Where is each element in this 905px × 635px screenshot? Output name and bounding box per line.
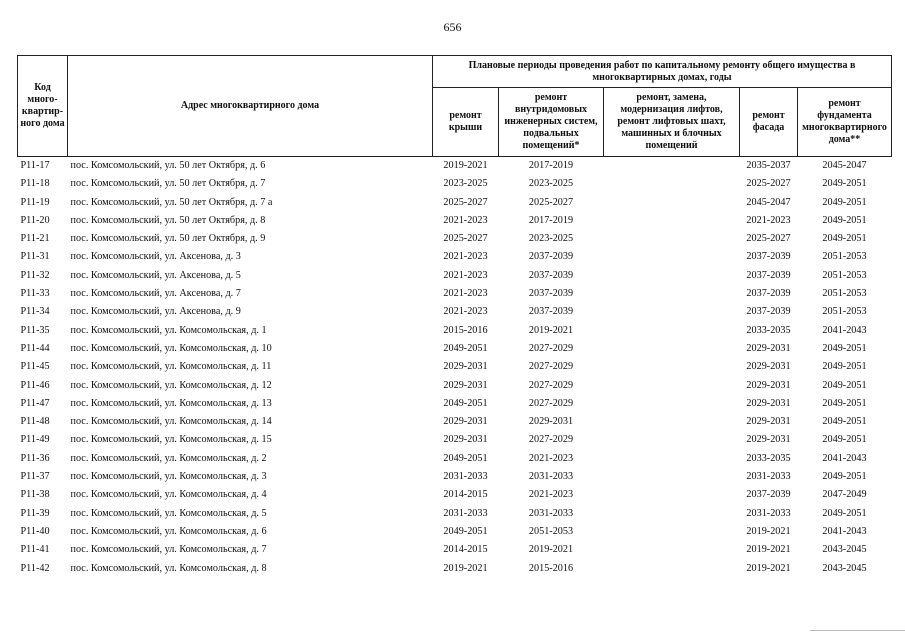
cell-code: P11-38 [20,489,50,501]
cell-roof: 2021-2023 [443,288,488,300]
cell-code: P11-17 [18,157,68,176]
cell-systems: 2027-2029 [528,361,574,373]
cell-foundation: 2049-2051 [822,214,867,226]
cell-systems: 2019-2021 [528,544,574,556]
cell-foundation: 2049-2051 [822,471,867,483]
header-periods-group: Плановые периоды проведения работ по капитальному ремонту общего имущества в многоквартирных домах, годы [433,56,892,88]
cell-lifts [604,194,740,212]
cell-systems: 2037-2039 [528,269,574,281]
cell-code: P11-32 [20,269,50,281]
table-row [18,194,892,212]
header-roof: ремонт крыши [433,88,499,157]
cell-lifts [604,248,740,266]
cell-lifts [604,413,740,431]
cell-systems: 2027-2029 [528,342,574,354]
header-facade: ремонт фасада [740,88,798,157]
cell-lifts [604,395,740,413]
cell-lifts [604,358,740,376]
cell-foundation: 2049-2051 [822,233,867,245]
cell-address: пос. Комсомольский, ул. Комсомольская, д. 4 [70,489,267,501]
header-lifts: ремонт, замена, модернизация лифтов, ремонт лифтовых шахт, машинных и блочных помещений [604,88,740,157]
cell-address: пос. Комсомольский, ул. Аксенова, д. 5 [70,269,241,281]
cell-code: P11-35 [20,324,50,336]
cell-foundation: 2043-2045 [822,544,867,556]
cell-code: P11-44 [20,342,50,354]
cell-foundation: 2049-2051 [822,434,867,446]
table-row [18,560,892,578]
cell-foundation: 2051-2053 [822,306,867,318]
cell-code: P11-46 [20,379,50,391]
cell-systems: 2037-2039 [528,251,574,263]
scan-edge-line [810,630,905,631]
cell-lifts [604,303,740,321]
table-row [18,450,892,468]
cell-facade: 2021-2023 [746,214,791,226]
cell-foundation: 2041-2043 [822,525,867,537]
cell-code: P11-42 [20,562,50,574]
cell-address: пос. Комсомольский, ул. Комсомольская, д. 3 [70,471,267,483]
cell-lifts [604,212,740,230]
cell-systems: 2027-2029 [528,379,574,391]
cell-roof: 2023-2025 [443,178,488,190]
table-row [18,285,892,303]
cell-roof: 2029-2031 [443,361,488,373]
table-row [18,230,892,248]
cell-roof: 2021-2023 [443,269,488,281]
table-row [18,340,892,358]
cell-facade: 2037-2039 [746,306,791,318]
cell-code: P11-41 [20,544,50,556]
cell-roof: 2019-2021 [443,562,488,574]
cell-roof: 2021-2023 [443,214,488,226]
page-number: 656 [443,20,462,34]
cell-facade: 2025-2027 [746,178,791,190]
cell-systems: 2023-2025 [528,233,574,245]
cell-address: пос. Комсомольский, ул. Комсомольская, д. 5 [70,507,267,519]
cell-lifts [604,340,740,358]
cell-lifts [604,523,740,541]
cell-address: пос. Комсомольский, ул. Комсомольская, д. 8 [70,562,267,574]
cell-facade: 2037-2039 [746,489,791,501]
cell-code: P11-36 [20,452,50,464]
cell-address: пос. Комсомольский, ул. Аксенова, д. 9 [70,306,241,318]
cell-systems: 2015-2016 [528,562,574,574]
cell-facade: 2035-2037 [740,157,798,176]
table-row [18,157,892,176]
cell-foundation: 2049-2051 [822,397,867,409]
cell-systems: 2027-2029 [528,397,574,409]
cell-roof: 2014-2015 [443,489,488,501]
cell-lifts [604,322,740,340]
cell-lifts [604,486,740,504]
cell-code: P11-33 [20,288,50,300]
table-row [18,523,892,541]
cell-roof: 2031-2033 [443,507,488,519]
cell-systems: 2025-2027 [528,196,574,208]
cell-lifts [604,285,740,303]
cell-lifts [604,157,740,176]
header-address: Адрес многоквартирного дома [68,56,433,157]
cell-roof: 2049-2051 [443,452,488,464]
table-row [18,267,892,285]
cell-systems: 2021-2023 [528,489,574,501]
table-header [18,56,892,157]
cell-address: пос. Комсомольский, ул. Комсомольская, д. 6 [70,525,267,537]
cell-foundation: 2041-2043 [822,452,867,464]
cell-facade: 2045-2047 [746,196,791,208]
table-row [18,413,892,431]
cell-systems: 2021-2023 [528,452,574,464]
cell-facade: 2031-2033 [746,471,791,483]
table-row [18,505,892,523]
cell-address: пос. Комсомольский, ул. Комсомольская, д. 10 [70,342,272,354]
cell-address: пос. Комсомольский, ул. 50 лет Октября, д. 8 [70,214,266,226]
cell-foundation: 2047-2049 [822,489,867,501]
cell-foundation: 2049-2051 [822,178,867,190]
header-systems: ремонт внутридомовых инженерных систем, подвальных помещений* [499,88,604,157]
cell-code: P11-37 [20,471,50,483]
cell-code: P11-45 [20,361,50,373]
header-foundation: ремонт фундамента многоквартирного дома** [798,88,892,157]
table-row [18,541,892,559]
cell-systems: 2031-2033 [528,471,574,483]
cell-roof: 2029-2031 [443,416,488,428]
table-row [18,322,892,340]
cell-address: пос. Комсомольский, ул. Комсомольская, д. 7 [70,544,267,556]
cell-roof: 2025-2027 [443,196,488,208]
cell-address: пос. Комсомольский, ул. Комсомольская, д. 13 [70,397,272,409]
cell-code: P11-19 [20,196,50,208]
cell-address: пос. Комсомольский, ул. Комсомольская, д. 14 [70,416,272,428]
cell-foundation: 2041-2043 [822,324,867,336]
cell-lifts [604,450,740,468]
cell-code: P11-21 [20,233,50,245]
cell-lifts [604,431,740,449]
table-row [18,468,892,486]
cell-lifts [604,468,740,486]
cell-facade: 2029-2031 [746,379,791,391]
table-row [18,212,892,230]
cell-roof: 2029-2031 [443,434,488,446]
capital-repair-table [17,55,892,578]
cell-systems: 2031-2033 [528,507,574,519]
table-row [18,248,892,266]
cell-facade: 2037-2039 [746,288,791,300]
cell-systems: 2017-2019 [499,157,604,176]
cell-roof: 2025-2027 [443,233,488,245]
cell-roof: 2049-2051 [443,342,488,354]
cell-address: пос. Комсомольский, ул. Комсомольская, д. 2 [70,452,267,464]
cell-lifts [604,505,740,523]
cell-systems: 2017-2019 [528,214,574,226]
cell-address: пос. Комсомольский, ул. 50 лет Октября, д. 6 [68,157,433,176]
cell-foundation: 2051-2053 [822,269,867,281]
table-row [18,377,892,395]
cell-systems: 2037-2039 [528,288,574,300]
cell-address: пос. Комсомольский, ул. 50 лет Октября, д. 9 [70,233,266,245]
cell-address: пос. Комсомольский, ул. Комсомольская, д. 12 [70,379,272,391]
cell-facade: 2029-2031 [746,361,791,373]
cell-foundation: 2045-2047 [798,157,892,176]
cell-facade: 2037-2039 [746,269,791,281]
cell-foundation: 2049-2051 [822,342,867,354]
header-code: Код много-квартир-ного дома [18,56,68,157]
cell-facade: 2033-2035 [746,452,791,464]
cell-systems: 2027-2029 [528,434,574,446]
cell-address: пос. Комсомольский, ул. Аксенова, д. 7 [70,288,241,300]
cell-facade: 2029-2031 [746,342,791,354]
cell-facade: 2029-2031 [746,416,791,428]
cell-lifts [604,267,740,285]
cell-code: P11-18 [20,178,50,190]
cell-roof: 2031-2033 [443,471,488,483]
cell-foundation: 2051-2053 [822,251,867,263]
cell-address: пос. Комсомольский, ул. Комсомольская, д. 11 [70,361,272,373]
cell-facade: 2033-2035 [746,324,791,336]
cell-lifts [604,175,740,193]
cell-roof: 2015-2016 [443,324,488,336]
table-row [18,395,892,413]
cell-address: пос. Комсомольский, ул. 50 лет Октября, д. 7 а [70,196,273,208]
cell-code: P11-39 [20,507,50,519]
table-row [18,175,892,193]
table-row [18,358,892,376]
cell-facade: 2029-2031 [746,434,791,446]
cell-facade: 2025-2027 [746,233,791,245]
cell-systems: 2051-2053 [528,525,574,537]
cell-code: P11-47 [20,397,50,409]
cell-roof: 2021-2023 [443,306,488,318]
cell-roof: 2021-2023 [443,251,488,263]
cell-foundation: 2043-2045 [822,562,867,574]
cell-facade: 2037-2039 [746,251,791,263]
cell-lifts [604,541,740,559]
cell-address: пос. Комсомольский, ул. Аксенова, д. 3 [70,251,241,263]
cell-roof: 2019-2021 [433,157,499,176]
cell-code: P11-48 [20,416,50,428]
cell-lifts [604,560,740,578]
cell-address: пос. Комсомольский, ул. Комсомольская, д. 1 [70,324,267,336]
cell-roof: 2049-2051 [443,397,488,409]
cell-roof: 2029-2031 [443,379,488,391]
cell-foundation: 2049-2051 [822,196,867,208]
table-row [18,486,892,504]
cell-foundation: 2049-2051 [822,507,867,519]
cell-foundation: 2049-2051 [822,361,867,373]
cell-foundation: 2051-2053 [822,288,867,300]
cell-roof: 2014-2015 [443,544,488,556]
cell-lifts [604,377,740,395]
table-body [18,157,892,578]
cell-facade: 2019-2021 [746,544,791,556]
cell-systems: 2019-2021 [528,324,574,336]
table-row [18,431,892,449]
table-row [18,303,892,321]
cell-address: пос. Комсомольский, ул. Комсомольская, д. 15 [70,434,272,446]
cell-code: P11-31 [20,251,50,263]
cell-systems: 2023-2025 [528,178,574,190]
cell-facade: 2031-2033 [746,507,791,519]
cell-facade: 2019-2021 [746,525,791,537]
cell-code: P11-40 [20,525,50,537]
cell-systems: 2029-2031 [528,416,574,428]
cell-lifts [604,230,740,248]
cell-code: P11-49 [20,434,50,446]
cell-foundation: 2049-2051 [822,379,867,391]
cell-code: P11-34 [20,306,50,318]
cell-address: пос. Комсомольский, ул. 50 лет Октября, д. 7 [70,178,266,190]
cell-facade: 2019-2021 [746,562,791,574]
cell-roof: 2049-2051 [443,525,488,537]
cell-foundation: 2049-2051 [822,416,867,428]
cell-code: P11-20 [20,214,50,226]
cell-systems: 2037-2039 [528,306,574,318]
cell-facade: 2029-2031 [746,397,791,409]
